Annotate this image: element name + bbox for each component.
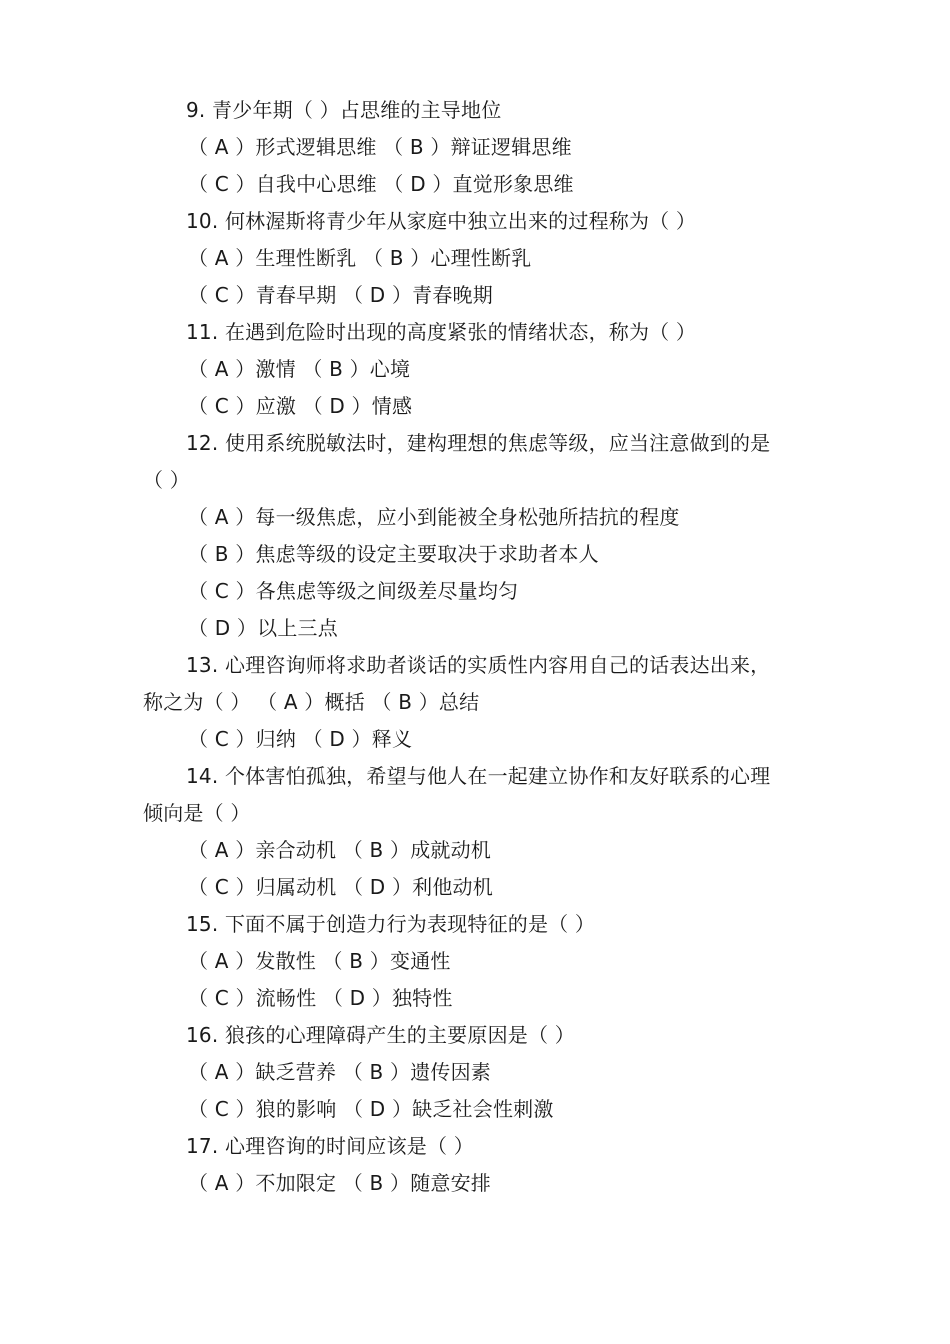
continuation-line: 称之为（ ） （ A ）概括 （ B ）总结 (143, 690, 480, 714)
question-line: 16. 狼孩的心理障碍产生的主要原因是（ ） (186, 1023, 575, 1047)
question-line: 14. 个体害怕孤独，希望与他人在一起建立协作和友好联系的心理 (186, 764, 771, 788)
continuation-line: 倾向是（ ） (143, 801, 251, 825)
question-line: 11. 在遇到危险时出现的高度紧张的情绪状态，称为（ ） (186, 320, 697, 344)
option-line: （ C ）流畅性 （ D ）独特性 (188, 986, 453, 1010)
option-line: （ C ）各焦虑等级之间级差尽量均匀 (188, 579, 519, 603)
option-line: （ C ）自我中心思维 （ D ）直觉形象思维 (188, 172, 574, 196)
option-line: （ A ）缺乏营养 （ B ）遗传因素 (188, 1060, 491, 1084)
document-body (143, 92, 823, 1202)
option-line: （ C ）归纳 （ D ）释义 (188, 727, 413, 751)
question-line: 17. 心理咨询的时间应该是（ ） (186, 1134, 474, 1158)
option-line: （ C ）归属动机 （ D ）利他动机 (188, 875, 493, 899)
option-line: （ A ）形式逻辑思维 （ B ）辩证逻辑思维 (188, 135, 572, 159)
question-line: 15. 下面不属于创造力行为表现特征的是（ ） (186, 912, 596, 936)
option-line: （ C ）应激 （ D ）情感 (188, 394, 413, 418)
option-line: （ A ）激情 （ B ）心境 (188, 357, 411, 381)
option-line: （ C ）青春早期 （ D ）青春晚期 (188, 283, 493, 307)
question-line: 13. 心理咨询师将求助者谈话的实质性内容用自己的话表达出来， (186, 653, 771, 677)
option-line: （ A ）不加限定 （ B ）随意安排 (188, 1171, 491, 1195)
option-line: （ D ）以上三点 (188, 616, 338, 640)
option-line: （ A ）每一级焦虑，应小到能被全身松弛所拮抗的程度 (188, 505, 680, 529)
option-line: （ A ）发散性 （ B ）变通性 (188, 949, 451, 973)
continuation-line: （ ） (143, 468, 190, 492)
option-line: （ B ）焦虑等级的设定主要取决于求助者本人 (188, 542, 599, 566)
question-line: 10. 何林渥斯将青少年从家庭中独立出来的过程称为（ ） (186, 209, 697, 233)
option-line: （ C ）狼的影响 （ D ）缺乏社会性刺激 (188, 1097, 554, 1121)
option-line: （ A ）亲合动机 （ B ）成就动机 (188, 838, 491, 862)
question-line: 9. 青少年期（ ）占思维的主导地位 (186, 98, 502, 122)
option-line: （ A ）生理性断乳 （ B ）心理性断乳 (188, 246, 532, 270)
question-line: 12. 使用系统脱敏法时，建构理想的焦虑等级，应当注意做到的是 (186, 431, 771, 455)
